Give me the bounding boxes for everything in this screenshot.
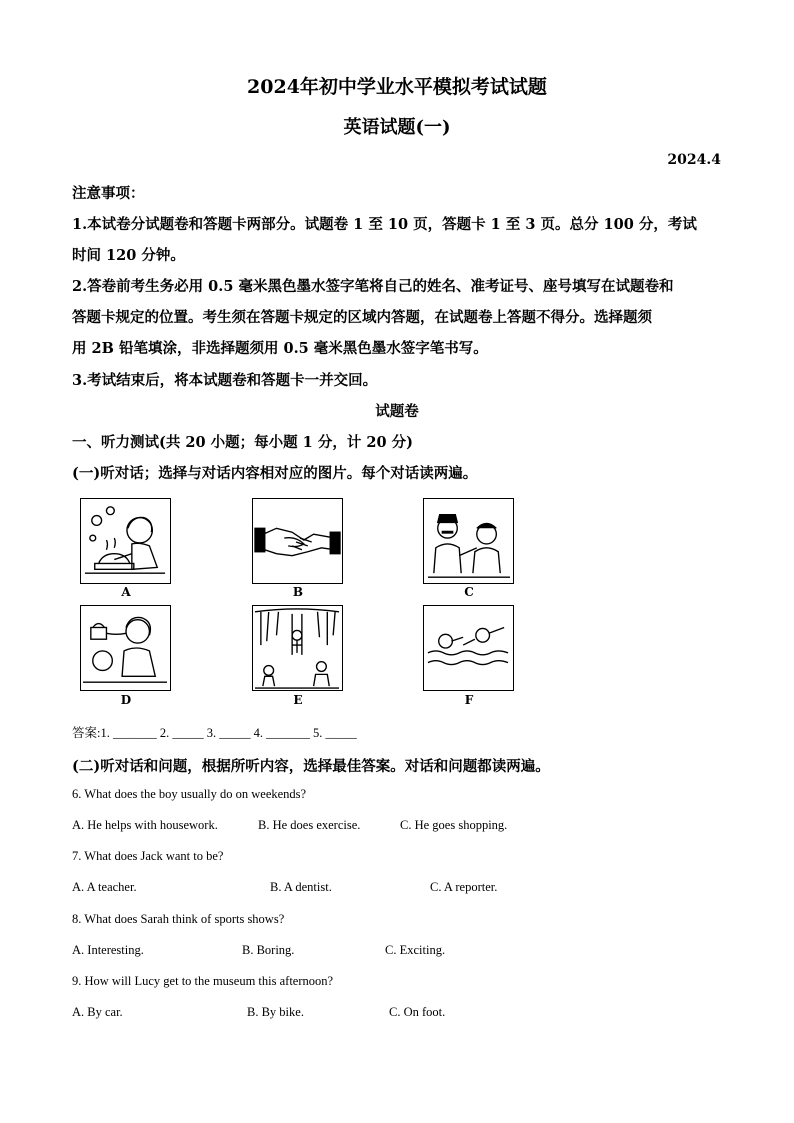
question-8-option-c: C. Exciting. — [385, 943, 446, 957]
picture-e-label: E — [293, 693, 303, 707]
exam-date: 2024.4 — [667, 152, 721, 168]
picture-d-label: D — [120, 693, 132, 707]
question-7-option-b: B. A dentist. — [270, 880, 332, 894]
notice-line: 3.考试结束后，将本试题卷和答题卡一并交回。 — [72, 372, 378, 389]
swimming-icon — [424, 606, 513, 690]
doctor-patient-icon — [424, 499, 513, 583]
notice-line: 答题卡规定的位置。考生须在答题卡规定的区域内答题，在试题卷上答题不得分。选择题须 — [72, 309, 652, 326]
question-7: 7. What does Jack want to be? — [72, 849, 224, 863]
picture-e — [252, 605, 343, 691]
question-6: 6. What does the boy usually do on weekends? — [72, 787, 307, 801]
question-6-option-b: B. He does exercise. — [258, 818, 361, 832]
exam-subtitle: 英语试题(一) — [343, 117, 451, 138]
phone-call-icon — [81, 606, 170, 690]
question-8-option-b: B. Boring. — [242, 943, 295, 957]
picture-f-label: F — [464, 693, 474, 707]
question-7-option-a: A. A teacher. — [72, 880, 137, 894]
sub1-title: (一)听对话；选择与对话内容相对应的图片。每个对话读两遍。 — [72, 465, 478, 482]
paper-label: 试题卷 — [375, 403, 419, 420]
question-9-option-a: A. By car. — [72, 1005, 123, 1019]
picture-b — [252, 498, 343, 584]
handshake-icon — [253, 499, 342, 583]
cooking-icon — [81, 499, 170, 583]
question-8-option-a: A. Interesting. — [72, 943, 144, 957]
question-8: 8. What does Sarah think of sports shows? — [72, 912, 285, 926]
notice-line: 时间 120 分钟。 — [72, 247, 185, 264]
question-7-option-c: C. A reporter. — [430, 880, 498, 894]
picture-a — [80, 498, 171, 584]
sub2-title: (二)听对话和问题，根据所听内容，选择最佳答案。对话和问题都读两遍。 — [72, 758, 550, 775]
notice-line: 2.答卷前考生务必用 0.5 毫米黑色墨水签字笔将自己的姓名、准考证号、座号填写在试题卷和 — [72, 278, 674, 295]
question-6-option-c: C. He goes shopping. — [400, 818, 508, 832]
picture-f — [423, 605, 514, 691]
picture-b-label: B — [292, 585, 304, 599]
exam-title: 2024年初中学业水平模拟考试试题 — [247, 76, 547, 98]
answer-line: 答案:1. _______ 2. _____ 3. _____ 4. _______ 5. _____ — [72, 726, 357, 740]
picture-a-label: A — [121, 585, 131, 599]
picture-c — [423, 498, 514, 584]
question-9-option-b: B. By bike. — [247, 1005, 304, 1019]
question-9-option-c: C. On foot. — [389, 1005, 446, 1019]
question-6-option-a: A. He helps with housework. — [72, 818, 218, 832]
tree-climbing-icon — [253, 606, 342, 690]
part1-title: 一、听力测试(共 20 小题；每小题 1 分，计 20 分) — [72, 434, 413, 451]
notice-line: 用 2B 铅笔填涂，非选择题须用 0.5 毫米黑色墨水签字笔书写。 — [72, 340, 488, 357]
question-9: 9. How will Lucy get to the museum this afternoon? — [72, 974, 334, 988]
picture-d — [80, 605, 171, 691]
notice-heading: 注意事项： — [72, 185, 145, 202]
picture-c-label: C — [464, 585, 474, 599]
notice-line: 1.本试卷分试题卷和答题卡两部分。试题卷 1 至 10 页，答题卡 1 至 3 页。总分 100 分，考试 — [72, 216, 697, 233]
